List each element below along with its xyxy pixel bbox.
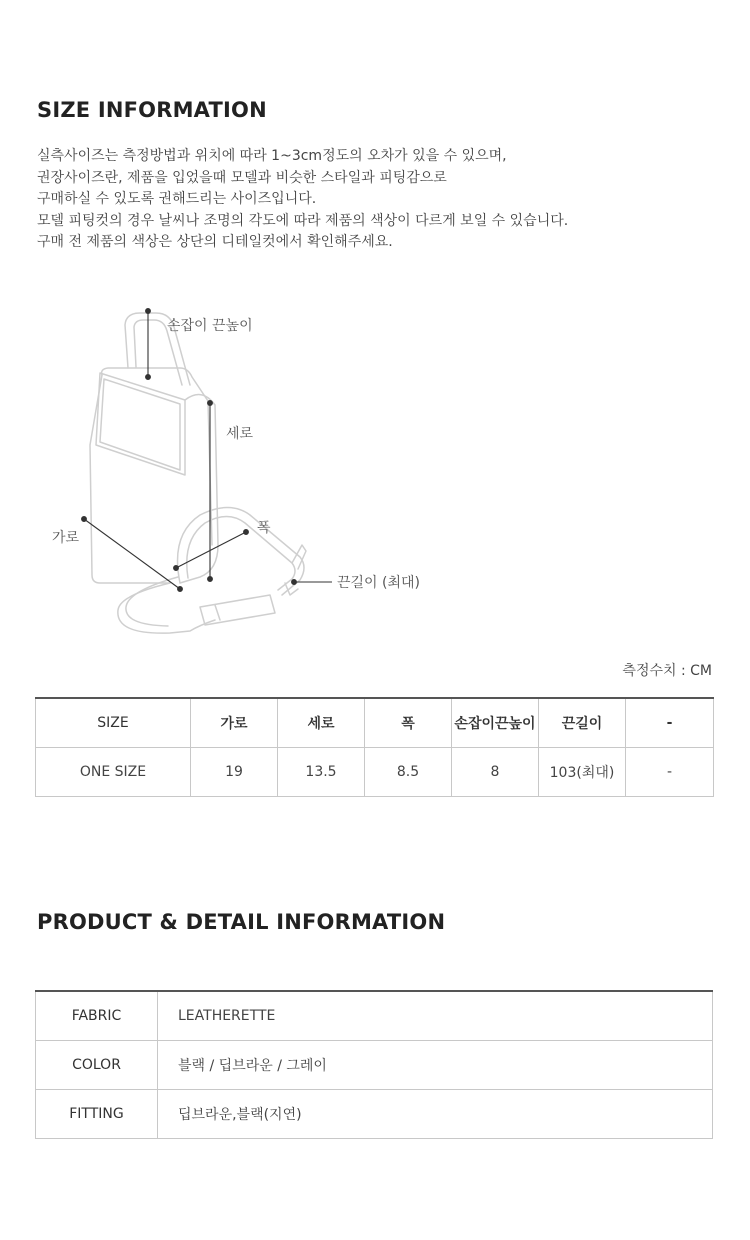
fabric-value: LEATHERETTE xyxy=(158,991,713,1041)
header-cell: 손잡이끈높이 xyxy=(452,698,539,748)
fabric-label: FABRIC xyxy=(36,991,158,1041)
strap-length-label: 끈길이 (최대) xyxy=(337,575,420,591)
size-table-header-row xyxy=(36,698,714,748)
bag-measurement-diagram xyxy=(30,295,450,645)
table-row xyxy=(36,1090,713,1139)
product-info-table xyxy=(35,990,713,1139)
product-info-heading: PRODUCT & DETAIL INFORMATION xyxy=(37,910,446,934)
note-line: 실측사이즈는 측정방법과 위치에 따라 1~3cm정도의 오차가 있을 수 있으며, xyxy=(37,148,507,164)
color-value: 블랙 / 딥브라운 / 그레이 xyxy=(158,1041,713,1090)
width-label: 가로 xyxy=(52,530,80,546)
size-info-heading: SIZE INFORMATION xyxy=(37,98,267,122)
note-line: 모델 피팅컷의 경우 날씨나 조명의 각도에 따라 제품의 색상이 다르게 보일 수 있습니다. xyxy=(37,212,569,229)
size-table xyxy=(35,697,714,797)
measurement-lines xyxy=(82,309,332,592)
header-cell: - xyxy=(626,698,714,748)
table-cell: 103(최대) xyxy=(539,748,626,797)
depth-line xyxy=(176,532,246,568)
table-cell: 19 xyxy=(191,748,278,797)
unit-label: 측정수치 : CM xyxy=(622,663,712,679)
bag-outline xyxy=(90,313,306,633)
header-cell: 폭 xyxy=(365,698,452,748)
handle-height-label: 손잡이 끈높이 xyxy=(167,318,253,334)
size-notes xyxy=(37,146,717,254)
header-cell: 가로 xyxy=(191,698,278,748)
table-row xyxy=(36,1041,713,1090)
table-row xyxy=(36,991,713,1041)
table-cell: 8 xyxy=(452,748,539,797)
height-label: 세로 xyxy=(226,426,254,442)
fitting-value: 딥브라운,블랙(지연) xyxy=(158,1090,713,1139)
table-cell: ONE SIZE xyxy=(36,748,191,797)
header-cell: 끈길이 xyxy=(539,698,626,748)
note-line: 구매하실 수 있도록 권해드리는 사이즈입니다. xyxy=(37,191,317,207)
fitting-label: FITTING xyxy=(36,1090,158,1139)
depth-label: 폭 xyxy=(257,520,271,536)
note-line: 구매 전 제품의 색상은 상단의 디테일컷에서 확인해주세요. xyxy=(37,234,393,250)
table-cell: - xyxy=(626,748,714,797)
header-cell: SIZE xyxy=(36,698,191,748)
width-line xyxy=(84,519,180,589)
header-cell: 세로 xyxy=(278,698,365,748)
color-label: COLOR xyxy=(36,1041,158,1090)
table-cell: 13.5 xyxy=(278,748,365,797)
note-line: 권장사이즈란, 제품을 입었을때 모델과 비슷한 스타일과 피팅감으로 xyxy=(37,169,447,186)
table-row xyxy=(36,748,714,797)
table-cell: 8.5 xyxy=(365,748,452,797)
